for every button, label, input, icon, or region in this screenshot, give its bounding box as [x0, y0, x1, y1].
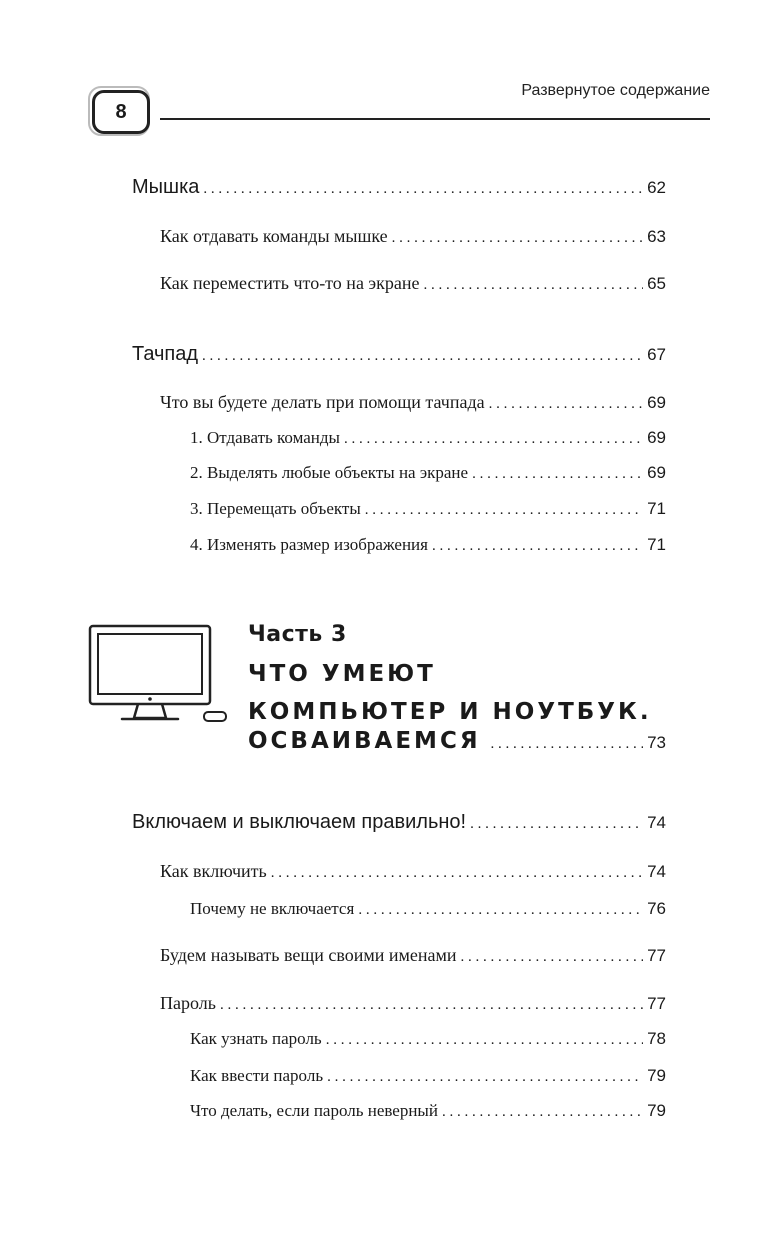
toc-page-number: 62 [647, 178, 666, 197]
toc-entry-label: Тачпад [132, 343, 199, 365]
part-3-heading[interactable] [248, 622, 652, 731]
toc-leader-dots [470, 816, 643, 833]
toc-entry-pw-enter[interactable] [190, 1066, 666, 1086]
toc-entry-label: Как отдавать команды мышке [160, 226, 388, 246]
part-title-line-3: ОСВАИВАЕМСЯ [248, 728, 481, 754]
toc-leader-dots [358, 902, 643, 919]
toc-entry-label: Пароль [160, 993, 216, 1013]
toc-entry-mouse-move[interactable] [160, 273, 666, 294]
toc-leader-dots [491, 736, 644, 753]
toc-leader-dots [472, 466, 643, 483]
toc-entry-label: Будем называть вещи своими именами [160, 945, 457, 965]
toc-entry-label: Мышка [132, 176, 200, 198]
running-title: Развернутое содержание [521, 82, 710, 99]
toc-leader-dots [327, 1069, 643, 1086]
toc-page-number: 71 [647, 535, 666, 554]
toc-leader-dots [489, 396, 643, 413]
toc-leader-dots [203, 181, 643, 198]
toc-entry-label: Как включить [160, 861, 267, 881]
toc-leader-dots [392, 230, 643, 247]
toc-entry-label: Включаем и выключаем правильно! [132, 811, 467, 833]
toc-page-number: 77 [647, 994, 666, 1013]
toc-leader-dots [202, 348, 643, 365]
toc-page-number: 69 [647, 393, 666, 412]
toc-page-number: 63 [647, 227, 666, 246]
toc-page-number: 65 [647, 274, 666, 293]
toc-entry-label: Почему не включается [190, 899, 355, 918]
toc-page-number: 78 [647, 1029, 666, 1048]
toc-page-number: 77 [647, 946, 666, 965]
part-3-title-last-line[interactable] [248, 728, 666, 754]
toc-page-number: 73 [647, 733, 666, 752]
page-number: 8 [92, 90, 150, 134]
toc-entry-why-not[interactable] [190, 899, 666, 919]
toc-entry-label: Как ввести пароль [190, 1066, 324, 1085]
toc-page-number: 69 [647, 428, 666, 447]
toc-entry-label: Что делать, если пароль неверный [190, 1101, 438, 1120]
toc-entry-tp-4[interactable] [190, 535, 666, 555]
toc-entry-names[interactable] [160, 945, 666, 966]
toc-page-number: 74 [647, 813, 666, 832]
toc-leader-dots [461, 949, 644, 966]
toc-page-number: 76 [647, 899, 666, 918]
toc-page-number: 74 [647, 862, 666, 881]
toc-leader-dots [344, 431, 643, 448]
toc-entry-label: Что вы будете делать при помощи тачпада [160, 392, 485, 412]
toc-entry-label: 2. Выделять любые объекты на экране [190, 463, 469, 482]
toc-leader-dots [220, 997, 643, 1014]
toc-entry-touchpad-what[interactable] [160, 392, 666, 413]
toc-entry-label: 4. Изменять размер изображения [190, 535, 428, 554]
toc-page-number: 67 [647, 345, 666, 364]
part-title-line-2: КОМПЬЮТЕР И НОУТБУК. [248, 699, 652, 725]
toc-entry-label: 1. Отдавать команды [190, 428, 340, 447]
monitor-icon [88, 624, 228, 726]
toc-leader-dots [424, 277, 644, 294]
toc-entry-mouse-commands[interactable] [160, 226, 666, 247]
toc-entry-mouse[interactable] [132, 176, 666, 199]
part-label: Часть 3 [248, 622, 347, 647]
toc-page-number: 79 [647, 1101, 666, 1120]
toc-entry-power[interactable] [132, 811, 666, 834]
toc-leader-dots [326, 1032, 643, 1049]
toc-page-number: 69 [647, 463, 666, 482]
toc-entry-label: Как переместить что-то на экране [160, 273, 420, 293]
toc-entry-power-on[interactable] [160, 861, 666, 882]
toc-leader-dots [365, 502, 643, 519]
toc-leader-dots [442, 1104, 643, 1121]
toc-page-number: 71 [647, 499, 666, 518]
part-title-line-1: ЧТО УМЕЮТ [248, 661, 436, 687]
toc-entry-tp-3[interactable] [190, 499, 666, 519]
toc-entry-tp-1[interactable] [190, 428, 666, 448]
toc-entry-password[interactable] [160, 993, 666, 1014]
toc-entry-tp-2[interactable] [190, 463, 666, 483]
toc-entry-touchpad[interactable] [132, 343, 666, 366]
toc-entry-label: 3. Перемещать объекты [190, 499, 361, 518]
toc-leader-dots [271, 865, 643, 882]
toc-entry-label: Как узнать пароль [190, 1029, 322, 1048]
toc-entry-pw-know[interactable] [190, 1029, 666, 1049]
toc-leader-dots [432, 538, 643, 555]
header-divider [160, 118, 710, 120]
toc-entry-pw-wrong[interactable] [190, 1101, 666, 1121]
toc-page-number: 79 [647, 1066, 666, 1085]
